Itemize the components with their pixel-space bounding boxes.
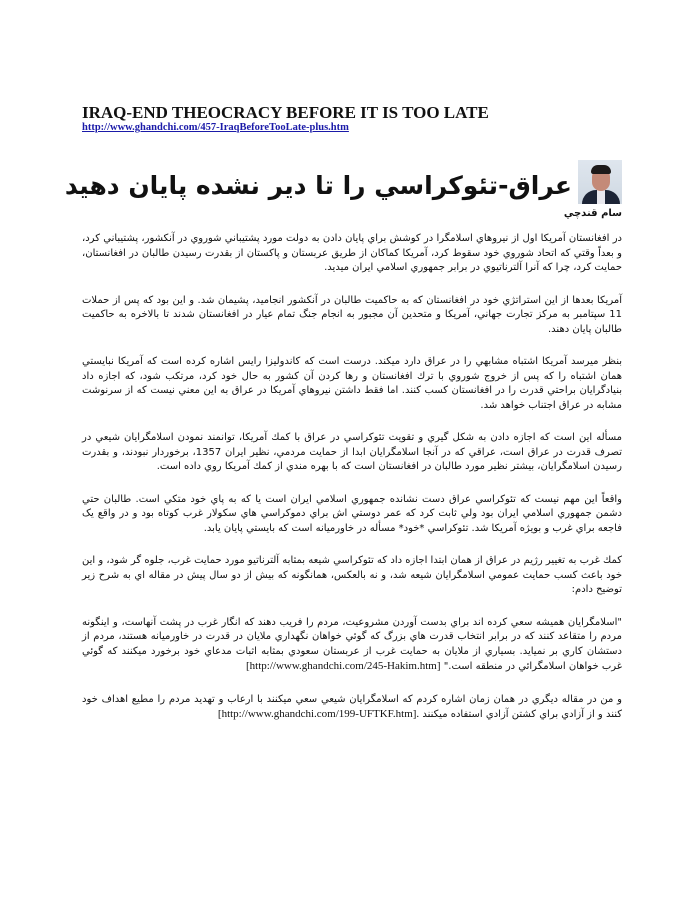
paragraph-2: آمريكا بعدها از اين استراتژي خود در افغانستان كه به حاكميت طالبان در آنكشور انجاميد، پشيمان شد. و اين بود كه پس از حملات 11 سپتامبر به مركز تجارت جهاني، آمريكا و متحدين آن مجبور به انجام جنگ تمام عيار در افغانستان شدند تا بالاخره به حاكميت طالبان پايان دهند. (82, 294, 622, 335)
hakim-reference-link[interactable]: [http://www.ghandchi.com/245-Hakim.htm] (246, 660, 441, 672)
persian-header (65, 148, 622, 208)
author-portrait-photo-icon (578, 160, 622, 204)
english-article-link[interactable]: http://www.ghandchi.com/457-IraqBeforeTooLate-plus.htm (82, 122, 349, 133)
paragraph-1: در افغانستان آمريكا اول از نيروهاي اسلامگرا در كوشش براي پايان دادن به دولت مورد پشتيباني شوروي در آنكشور، پشتيباني كرد، و بعداً وقتي كه اتحاد شوروي خود سقوط كرد، آمريكا كماكان از طريق عربستان و پاكستان از بقدرت رسيدن طالبان در افغانستان، حمايت كرد، چرا كه آنرا آلترناتيوي در برابر جمهوري اسلامي ايران ميديد. (82, 233, 622, 273)
paragraph-5: واقعاً اين مهم نيست كه تئوكراسي عراق دست نشانده جمهوري اسلامي ايران است يا كه به پاي خود متكي است. طالبان حتي دشمن جمهوري اسلامي ايران بود ولي ثابت كرد كه عمر دوستي اش براي دموكراسي هاي سكولار غرب كوتاه بود و در واقع يک فاجعه براي غرب و بويژه آمريكا شد. تئوكراسي *خود* مسأله در خاورميانه است كه بايستي پايان يابد. (82, 493, 622, 534)
paragraph-3: بنظر ميرسد آمريكا اشتباه مشابهي را در عراق دارد ميكند. درست است كه كاندوليزا رايس اشاره كرده است كه آمريكا نبايستي همان اشتباه را كه پس از خروج شوروي با ترك افغانستان و رها كردن آن كشور به حال خود كرد، مرتكب شود، كه اجازه داد بنيادگرايان براحتي قدرت را در افغانستان كسب كنند. اما فقط داشتن نيروهاي آمريكا در عراق به اين معني نيست كه از سرنوشت مشابه در عراق اجتناب خواهد شد. (82, 356, 622, 411)
paragraph-7-quote (82, 616, 622, 675)
author-name: سام قندچي (563, 208, 622, 219)
article-body (82, 232, 622, 741)
paragraph-8 (82, 693, 622, 723)
quote-text: "اسلامگرايان هميشه سعي كرده اند براي بدست آوردن مشروعيت، مردم را فريب دهند كه انگار غرب در پشت آنهاست، و اينگونه مردم را متقاعد كنند كه در برابر انتخاب قدرت هاي بزرگ كه گوئي خواهان نگهداري ملايان در قدرت در خاورميانه هستند، مردم از دستشان كاري بر نميايد. بسياري از ملايان به حمايت غرب از عربستان سعودي بمثابه اثبات مدعاي خود برخورد ميكنند كه گوئي غرب خواهان اسلامگرائي در منطقه است." (82, 616, 622, 672)
persian-title: عراق-تئوكراسي را تا دير نشده پايان دهيد (64, 171, 572, 200)
english-title: IRAQ-END THEOCRACY BEFORE IT IS TOO LATE (82, 103, 489, 122)
paragraph-8-text: و من در مقاله ديگري در همان زمان اشاره كردم كه اسلامگرايان شيعي سعي ميكنند با ارعاب و تهديد مردم را مطيع اهداف خود كنند و از آزادي براي كشتن آزادي استفاده ميكنند (82, 693, 622, 720)
uftkf-reference-link[interactable]: [http://www.ghandchi.com/199-UFTKF.htm]. (217, 708, 420, 720)
paragraph-4: مسأله اين است كه اجازه دادن به شكل گيري و تقويت تئوكراسي در عراق با كمك آمريكا، توانمند نمودن اسلامگرايان شيعي در تصرف قدرت در عراق است، عراقي كه در آنجا اسلامگرايان ابدا از حمايت مردمي، نظير ايران 1357، برخوردار نبودند، و بقدرت رسيدن اسلامگرايان، بيشتر نظير مورد طالبان در افغانستان است كه با بهره مندي از كمك آمريكا روي داده است. (82, 432, 623, 472)
paragraph-6: كمك غرب به تغيير رژيم در عراق از همان ابتدا اجازه داد كه تئوكراسي شيعه بمثابه آلترناتيو مورد حمايت غرب، جلوه گر شود، و اين خود باعث كسب حمايت عمومي اسلامگرايان شيعه شد، و نه بالعكس، همانگونه كه بيش از دو سال پيش در مقاله اي به شرح زير توضيح دادم: (82, 555, 622, 595)
